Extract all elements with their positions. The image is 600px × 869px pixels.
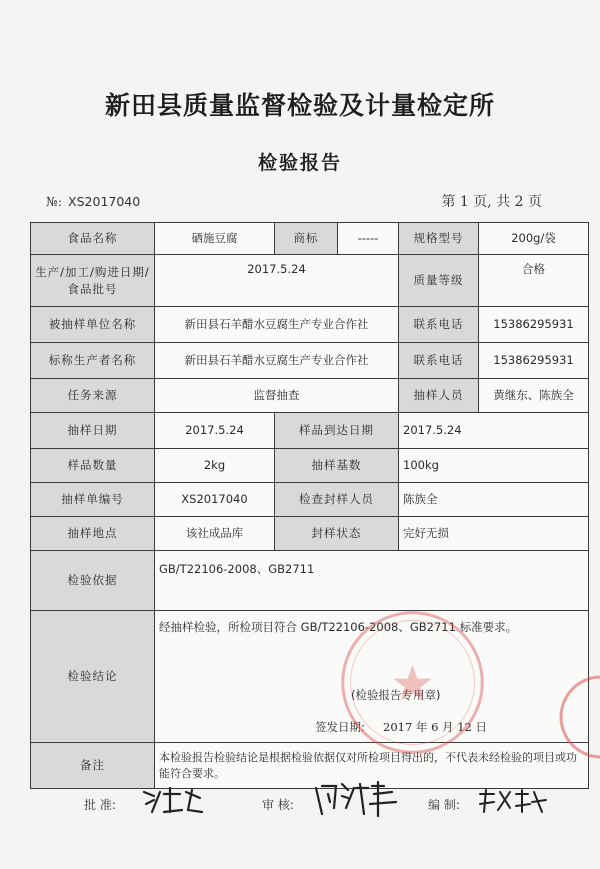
table-row: [31, 483, 589, 517]
sampling-place-value: 该社成品库: [155, 517, 275, 551]
production-date-value: 2017.5.24: [155, 255, 399, 307]
basis-label: 检验依据: [31, 551, 155, 611]
remarks-label: 备注: [31, 743, 155, 789]
brand-label: 商标: [275, 223, 338, 255]
producer-phone-value: 15386295931: [479, 343, 589, 379]
sampler-label: 抽样人员: [399, 379, 479, 413]
reviewer-signature-icon: [312, 778, 402, 820]
spec-value: 200g/袋: [479, 223, 589, 255]
brand-value: -----: [338, 223, 399, 255]
table-row: [31, 517, 589, 551]
sampling-number-label: 抽样单编号: [31, 483, 155, 517]
seal-note: (检验报告专用章): [351, 688, 441, 702]
sample-quantity-label: 样品数量: [31, 449, 155, 483]
approve-label: 批 准:: [84, 798, 116, 812]
sampled-unit-value: 新田县石羊醋水豆腐生产专业合作社: [155, 307, 399, 343]
table-row: [31, 255, 589, 307]
arrival-date-value: 2017.5.24: [399, 413, 589, 449]
approver-signature-icon: [140, 784, 210, 818]
quality-grade-value: 合格: [479, 255, 589, 307]
table-row: [31, 551, 589, 611]
report-title: 检验报告: [257, 152, 342, 174]
report-number-label: №:: [46, 194, 63, 209]
producer-label: 标称生产者名称: [31, 343, 155, 379]
food-name-label: 食品名称: [31, 223, 155, 255]
sampler-value: 黄继东、陈族全: [479, 379, 589, 413]
compiler-signature-icon: [476, 786, 548, 816]
sampling-place-label: 抽样地点: [31, 517, 155, 551]
issue-date-value: 2017 年 6 月 12 日: [383, 720, 487, 734]
seal-partial-icon: [556, 672, 600, 762]
task-source-value: 监督抽查: [155, 379, 399, 413]
seal-status-value: 完好无损: [399, 517, 589, 551]
sampling-date-value: 2017.5.24: [155, 413, 275, 449]
page-info: 第 1 页, 共 2 页: [441, 194, 542, 210]
quality-grade-label: 质量等级: [399, 255, 479, 307]
conclusion-label: 检验结论: [31, 611, 155, 743]
issue-date-label: 签发日期:: [315, 720, 365, 734]
sample-base-label: 抽样基数: [275, 449, 399, 483]
table-row: [31, 413, 589, 449]
spec-label: 规格型号: [399, 223, 479, 255]
report-number: [46, 194, 140, 209]
production-date-label: 生产/加工/购进日期/食品批号: [31, 255, 155, 307]
official-seal-icon: [335, 605, 490, 760]
compile-label: 编 制:: [428, 798, 460, 812]
producer-phone-label: 联系电话: [399, 343, 479, 379]
seal-status-label: 封样状态: [275, 517, 399, 551]
arrival-date-label: 样品到达日期: [275, 413, 399, 449]
organization-name: 新田县质量监督检验及计量检定所: [104, 91, 495, 120]
sampled-phone-value: 15386295931: [479, 307, 589, 343]
sample-base-value: 100kg: [399, 449, 589, 483]
table-row: [31, 611, 589, 743]
table-row: [31, 223, 589, 255]
sampling-number-value: XS2017040: [155, 483, 275, 517]
sampled-unit-label: 被抽样单位名称: [31, 307, 155, 343]
conclusion-text: 经抽样检验，所检项目符合 GB/T22106-2008、GB2711 标准要求。: [159, 620, 518, 634]
table-row: [31, 743, 589, 789]
seal-checker-value: 陈族全: [399, 483, 589, 517]
sampled-phone-label: 联系电话: [399, 307, 479, 343]
seal-checker-label: 检查封样人员: [275, 483, 399, 517]
report-number-value: XS2017040: [68, 194, 141, 209]
food-name-value: 硒施豆腐: [155, 223, 275, 255]
table-row: [31, 379, 589, 413]
table-row: [31, 343, 589, 379]
inspection-table: [30, 222, 589, 789]
basis-value: GB/T22106-2008、GB2711: [155, 551, 589, 611]
sample-quantity-value: 2kg: [155, 449, 275, 483]
remarks-value: 本检验报告检验结论是根据检验依据仅对所检项目得出的，不代表未经检验的项目或功能符合要求。: [155, 743, 589, 789]
sampling-date-label: 抽样日期: [31, 413, 155, 449]
table-row: [31, 449, 589, 483]
table-row: [31, 307, 589, 343]
review-label: 审 核:: [262, 798, 294, 812]
producer-value: 新田县石羊醋水豆腐生产专业合作社: [155, 343, 399, 379]
task-source-label: 任务来源: [31, 379, 155, 413]
